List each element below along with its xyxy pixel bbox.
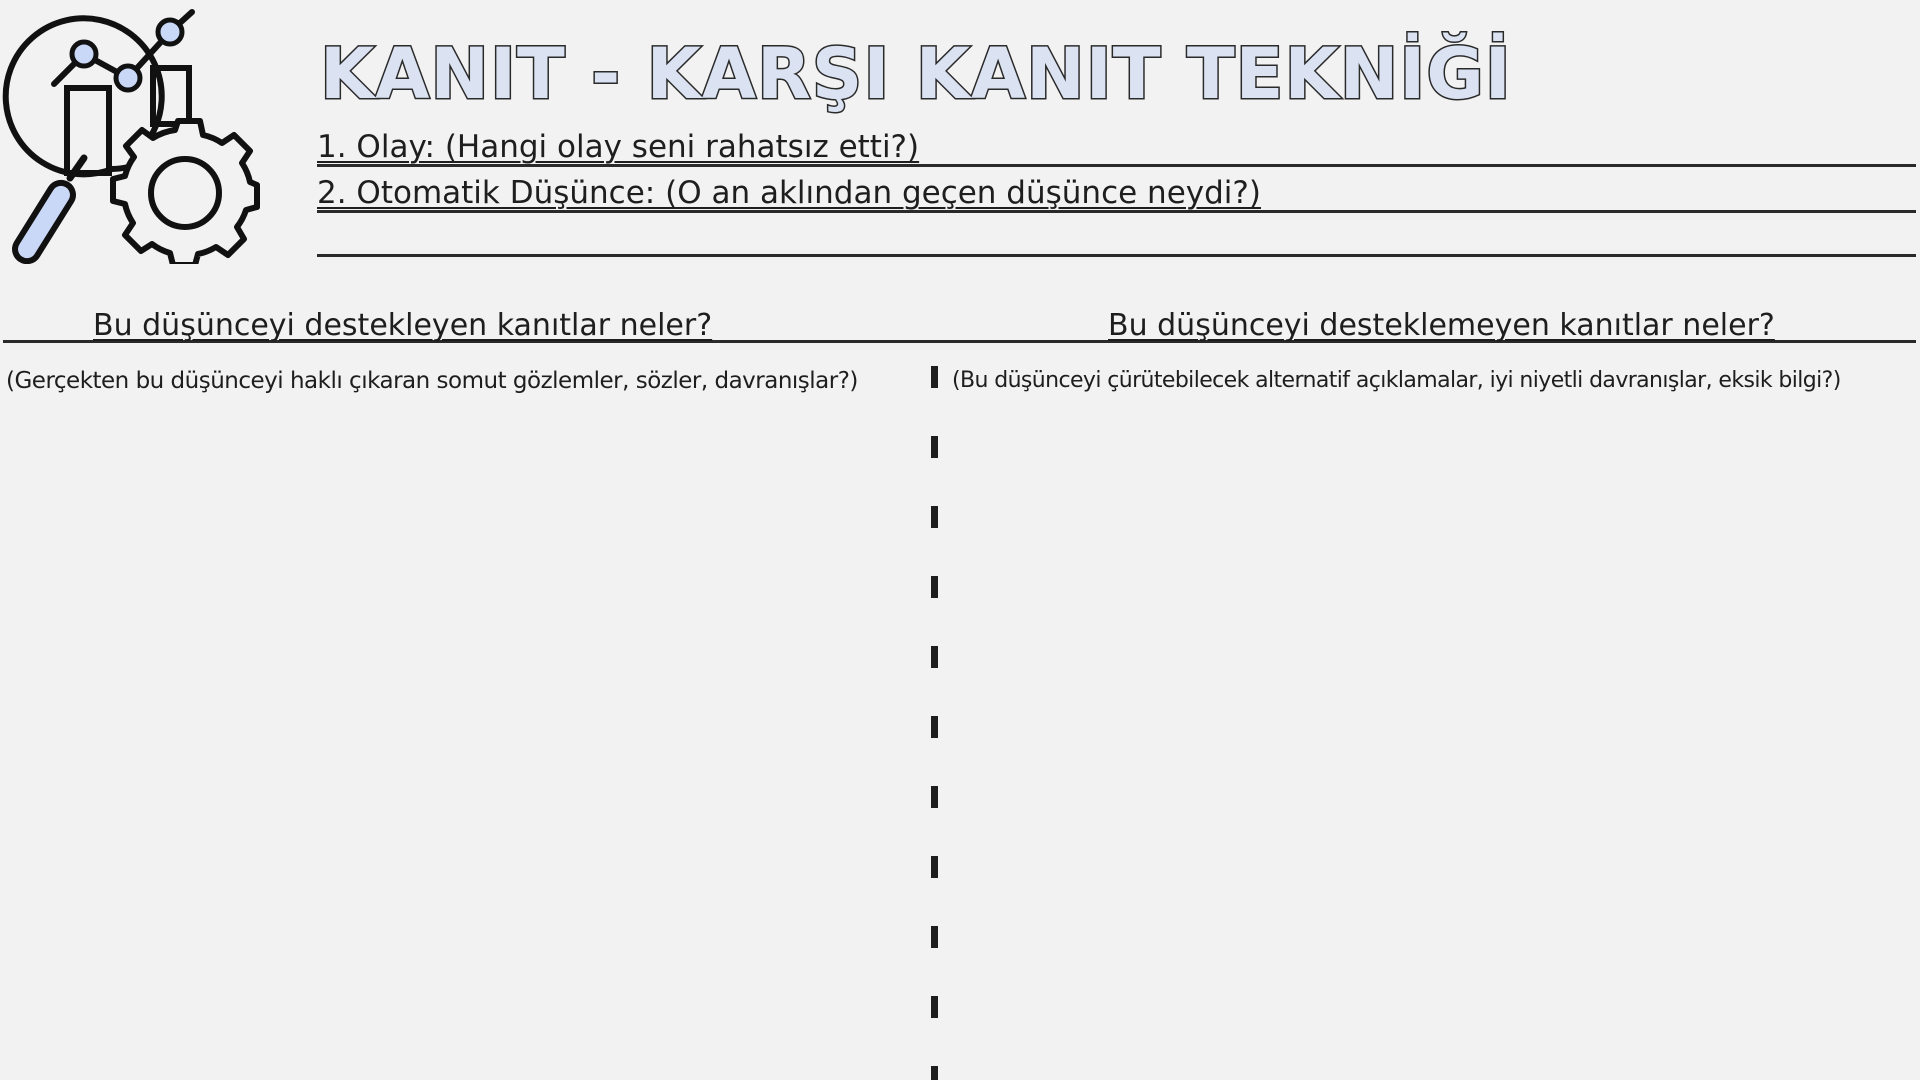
supporting-evidence-hint: (Gerçekten bu düşünceyi haklı çıkaran somut gözlemler, sözler, davranışlar?) — [6, 368, 858, 394]
magnifier-handle — [11, 178, 78, 264]
olay-prompt: 1. Olay: (Hangi olay seni rahatsız etti?) — [317, 129, 920, 165]
page-title: KANIT - KARŞI KANIT TEKNİĞİ — [320, 33, 1512, 115]
olay-answer-line[interactable] — [317, 122, 1916, 167]
otomatik-dusunce-prompt: 2. Otomatik Düşünce: (O an aklından geçen düşünce neydi?) — [317, 175, 1261, 211]
magnifier-chart-gear-icon — [2, 6, 266, 264]
otomatik-dusunce-answer-line[interactable] — [317, 168, 1916, 213]
extra-answer-line[interactable] — [317, 254, 1916, 257]
gear-icon — [113, 121, 257, 264]
contradicting-evidence-heading: Bu düşünceyi desteklemeyen kanıtlar neler? — [1108, 308, 1775, 343]
column-divider — [931, 366, 938, 1080]
contradicting-evidence-hint: (Bu düşünceyi çürütebilecek alternatif açıklamalar, iyi niyetli davranışlar, eksik bilgi?) — [952, 368, 1841, 393]
supporting-evidence-heading: Bu düşünceyi destekleyen kanıtlar neler? — [93, 308, 713, 343]
